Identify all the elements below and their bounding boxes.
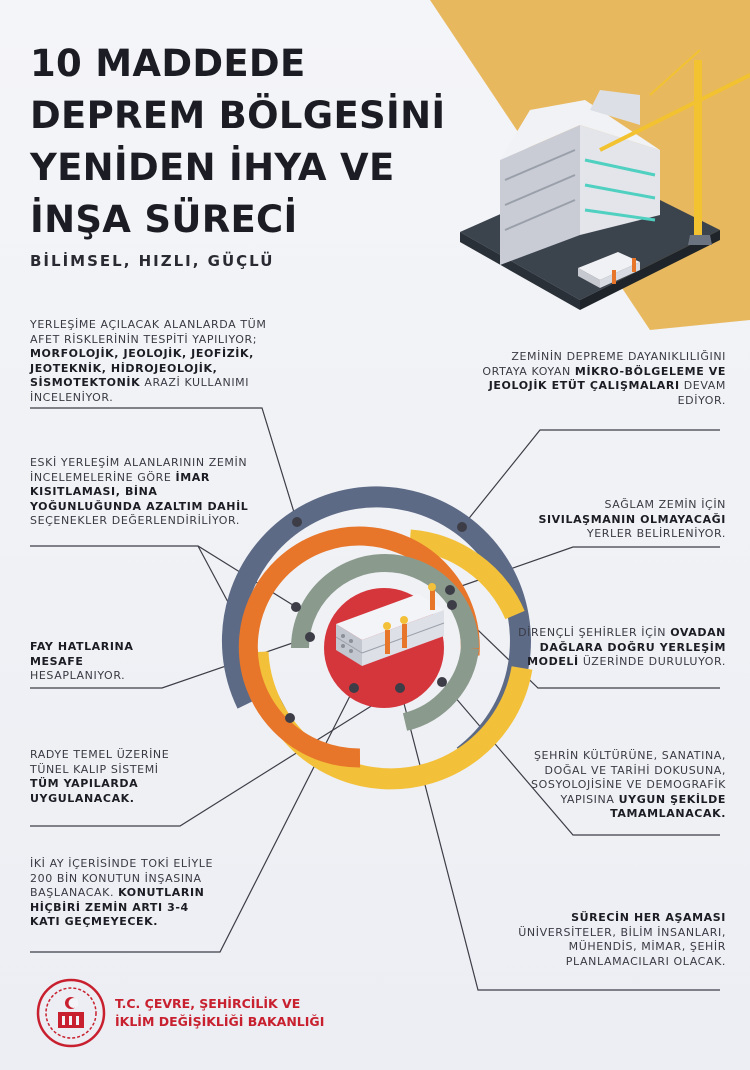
item-micro-zoning xyxy=(466,350,726,408)
item-text: SEÇENEKLER DEĞERLENDİRİLİYOR. xyxy=(30,514,240,527)
item-tunnel-formwork xyxy=(30,748,180,806)
title-line-1: 10 MADDEDE xyxy=(30,42,306,85)
item-text: DİRENÇLİ ŞEHİRLER İÇİN xyxy=(518,626,671,639)
item-strong-text: İMAR KISITLAMASI, BİNA YOĞUNLUĞUNDA AZALTIM DAHİL xyxy=(30,470,249,513)
item-strong-text: MORFOLOJİK, JEOLOJİK, JEOFİZİK, JEOTEKNİK, HİDROJEOLOJİK, SİSMOTEKTONİK xyxy=(30,347,254,389)
item-text: ÜZERİNDE DURULUYOR. xyxy=(578,655,726,668)
item-strong-text: OVADAN DAĞLARA DOĞRU YERLEŞİM MODELİ xyxy=(527,626,726,668)
ministry-name xyxy=(115,995,324,1031)
item-text: İKİ AY İÇERİSİNDE TOKİ ELİYLE 200 BİN KONUTUN İNŞASINA BAŞLANACAK. xyxy=(30,857,214,899)
item-toki-housing xyxy=(30,857,220,930)
item-strong-text: MİKRO-BÖLGELEME VE JEOLOJİK ETÜT ÇALIŞMALARI xyxy=(488,364,726,392)
item-strong-text: UYGUN ŞEKİLDE TAMAMLANACAK. xyxy=(610,792,726,820)
title-line-3: YENİDEN İHYA VE xyxy=(30,146,395,189)
title-line-2: DEPREM BÖLGESİNİ xyxy=(30,94,446,137)
item-strong-text: FAY HATLARINA MESAFE xyxy=(30,640,134,668)
item-text: YERLER BELİRLENİYOR. xyxy=(586,527,726,540)
title-line-4: İNŞA SÜRECİ xyxy=(30,198,298,241)
item-old-settlements xyxy=(30,456,260,529)
ministry-line-1: T.C. ÇEVRE, ŞEHİRCİLİK VE xyxy=(115,996,301,1011)
page-title xyxy=(30,38,445,246)
ministry-logo-icon xyxy=(36,978,106,1048)
item-text: DEVAM EDİYOR. xyxy=(677,379,726,407)
item-text: HESAPLANIYOR. xyxy=(30,669,126,682)
item-strong-text: KONUTLARIN HİÇBİRİ ZEMİN ARTI 3-4 KATI GEÇMEYECEK. xyxy=(30,886,205,928)
item-strong-text: TÜM YAPILARDA UYGULANACAK. xyxy=(30,777,139,805)
item-text: ZEMİNİN DEPREME DAYANIKLILIĞINI ORTAYA KOYAN xyxy=(482,350,726,378)
item-text: RADYE TEMEL ÜZERİNE TÜNEL KALIP SİSTEMİ xyxy=(30,748,170,776)
ministry-line-2: İKLİM DEĞİŞİKLİĞİ BAKANLIĞI xyxy=(115,1014,325,1029)
item-settlement-risks xyxy=(30,318,280,405)
item-text: ESKİ YERLEŞİM ALANLARININ ZEMİN İNCELEMELERİNE GÖRE xyxy=(30,456,248,484)
item-plain-to-mountain xyxy=(506,626,726,670)
item-city-culture xyxy=(496,749,726,822)
item-text: YERLEŞİME AÇILACAK ALANLARDA TÜM AFET RİSKLERİNİN TESPİTİ YAPILIYOR; xyxy=(30,318,267,346)
page-subtitle: BİLİMSEL, HIZLI, GÜÇLÜ xyxy=(30,252,275,270)
item-text: ARAZİ KULLANIMI İNCELENİYOR. xyxy=(30,376,250,404)
item-stakeholders xyxy=(496,911,726,969)
item-liquefaction xyxy=(506,498,726,542)
item-text: SAĞLAM ZEMİN İÇİN xyxy=(604,498,726,511)
item-text: ÜNİVERSİTELER, BİLİM İNSANLARI, MÜHENDİS, MİMAR, ŞEHİR PLANLAMACILARI OLACAK. xyxy=(518,925,726,968)
item-text: ŞEHRİN KÜLTÜRÜNE, SANATINA, DOĞAL VE TARİHİ DOKUSUNA, SOSYOLOJİSİNE VE DEMOGRAFİK YAPISINA xyxy=(531,749,726,806)
item-strong-text: SÜRECİN HER AŞAMASI xyxy=(571,911,726,924)
item-strong-text: SIVILAŞMANIN OLMAYACAĞI xyxy=(538,512,726,526)
item-fault-distance xyxy=(30,640,160,684)
